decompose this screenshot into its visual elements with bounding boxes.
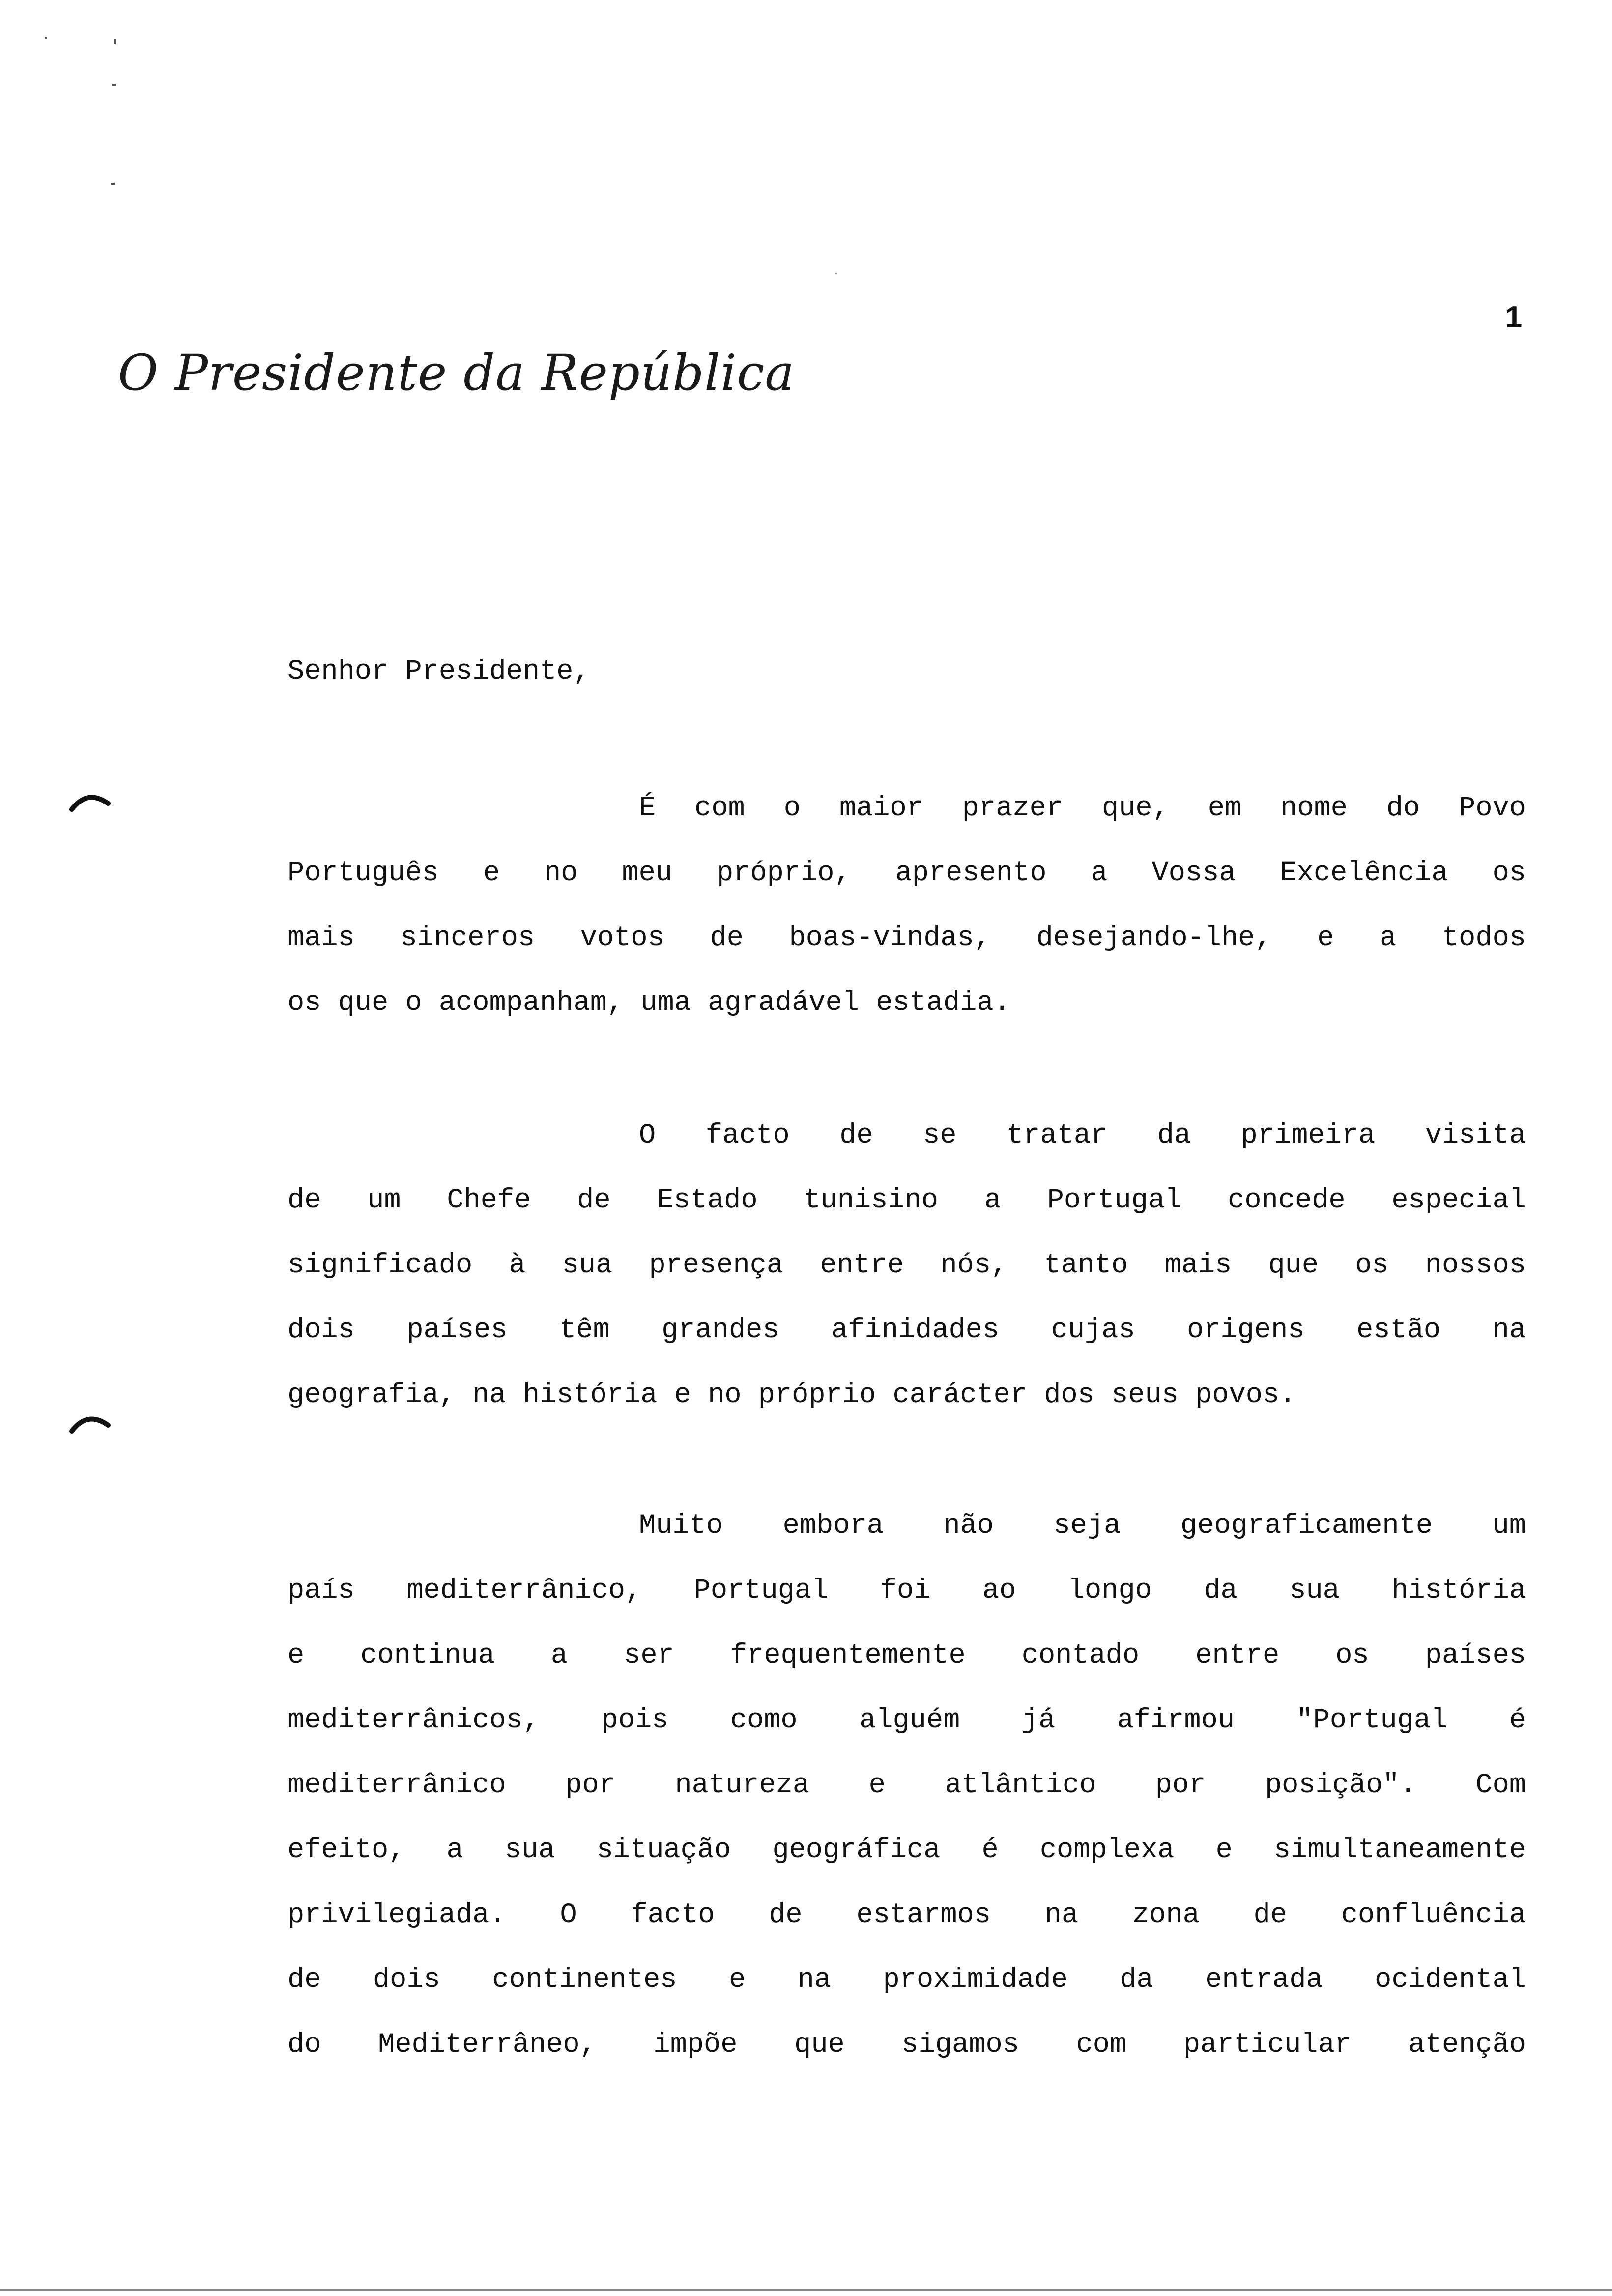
scan-speck [835,273,837,274]
text-line: os que o acompanham, uma agradável estadia. [288,987,1010,1019]
scan-speck [114,39,116,44]
text-line: O facto de se tratar da primeira visita [639,1120,1526,1151]
scan-edge-line [0,2289,1612,2291]
punch-hole-mark [68,784,112,818]
text-line: de dois continentes e na proximidade da entrada ocidental [288,1964,1526,1996]
scan-speck [111,183,115,185]
text-line: Português e no meu próprio, apresento a Vossa Excelência os [288,858,1526,889]
page-number: 1 [1505,300,1523,334]
text-line: significado à sua presença entre nós, tanto mais que os nossos [288,1250,1526,1281]
scan-speck [45,37,47,39]
letterhead [118,344,795,442]
text-line: Muito embora não seja geograficamente um [639,1510,1526,1542]
text-line: mediterrânicos, pois como alguém já afirmou "Portugal é [288,1705,1526,1736]
text-line: efeito, a sua situação geográfica é complexa e simultaneamente [288,1835,1526,1866]
text-line: geografia, na história e no próprio carácter dos seus povos. [288,1379,1296,1411]
text-line: dois países têm grandes afinidades cujas origens estão na [288,1315,1526,1346]
text-line: do Mediterrâneo, impõe que sigamos com particular atenção [288,2029,1526,2061]
text-line: e continua a ser frequentemente contado entre os países [288,1640,1526,1671]
text-line: mais sinceros votos de boas-vindas, desejando-lhe, e a todos [288,922,1526,954]
text-line: mediterrânico por natureza e atlântico por posição". Com [288,1770,1526,1801]
text-line: país mediterrânico, Portugal foi ao longo da sua história [288,1575,1526,1607]
text-line: de um Chefe de Estado tunisino a Portugal concede especial [288,1185,1526,1216]
scan-speck [112,84,116,86]
text-line: É com o maior prazer que, em nome do Povo [639,793,1526,824]
text-line: privilegiada. O facto de estarmos na zona de confluência [288,1899,1526,1931]
letterhead-title: O Presidente da República [118,344,795,402]
punch-hole-mark [68,1406,112,1440]
salutation: Senhor Presidente, [288,656,590,688]
